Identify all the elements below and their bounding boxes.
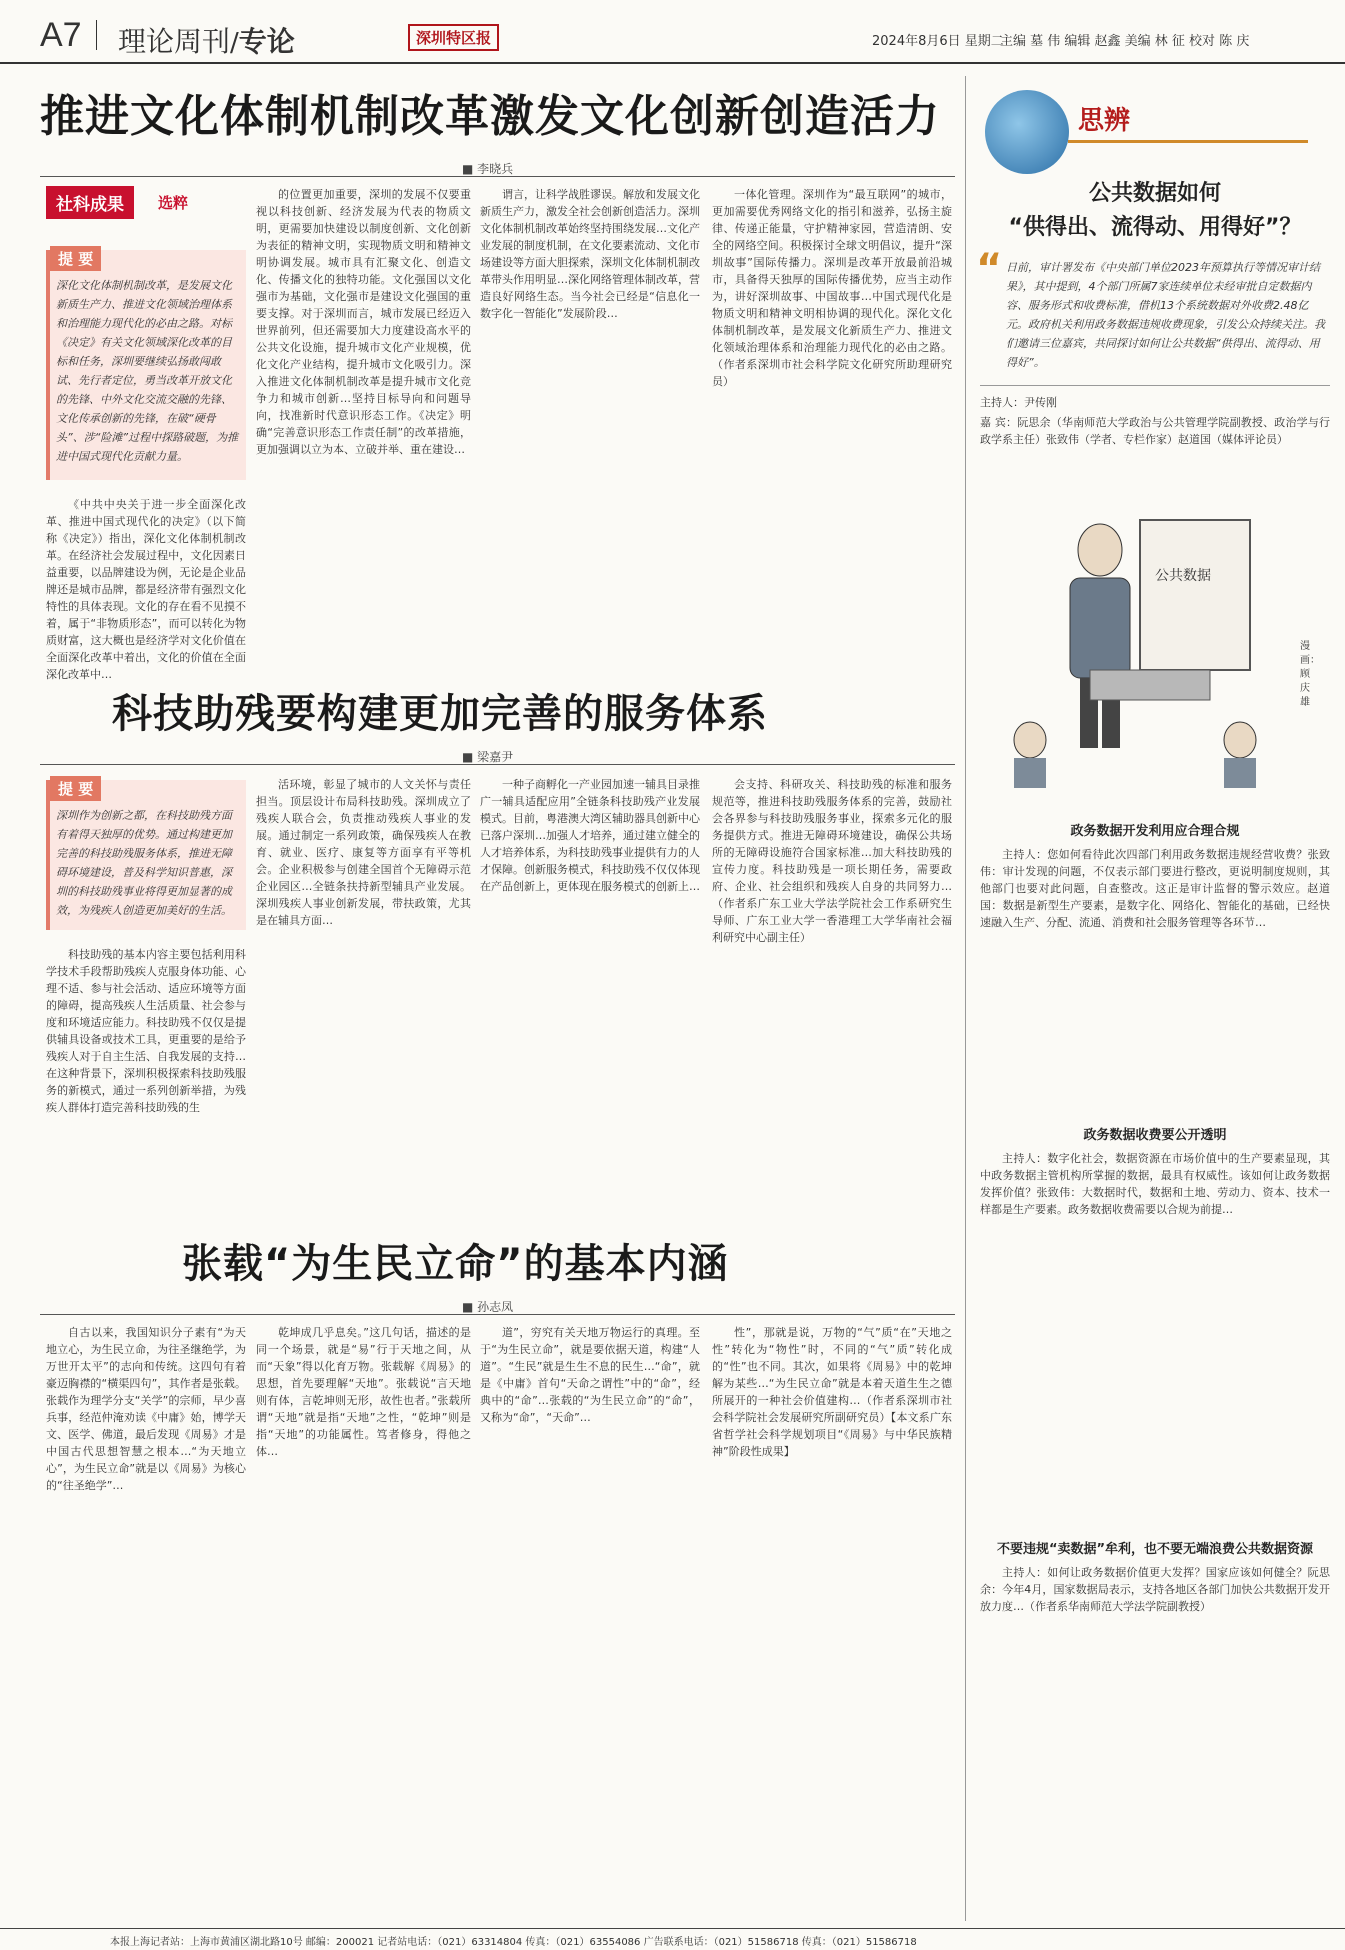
sidebar-body2-text: 主持人：数字化社会，数据资源在市场价值中的生产要素显现，其中政务数据主管机构所掌握的数据，最具有权威性。该如何让政务数据发挥价值？张致伟：大数据时代，数据和土地、劳动力、资本、技术一样都是生产要素。政务数据收费需要以合规为前提… [980, 1152, 1330, 1216]
section-name: 理论周刊 [118, 25, 231, 58]
article1-byline: ■ 李晓兵 [462, 162, 514, 176]
article1-headline: 推进文化体制机制改革激发文化创新创造活力 [40, 91, 940, 142]
newspaper-logo: 深圳特区报 [408, 24, 499, 51]
article1-summary-label: 提 要 [50, 246, 101, 271]
article1-col1 [46, 496, 246, 681]
cartoon-illustration [990, 490, 1290, 790]
issue-date: 2024年8月6日 星期二 [872, 34, 1004, 49]
section-title: 理论周刊/专论 [118, 25, 295, 58]
sidebar-intro: 日前，审计署发布《中央部门单位2023年预算执行等情况审计结果》，其中提到，4个部门所属7家连续单位未经审批自定数据内容、服务形式和收费标准，借机13个系统数据对外收费2.48亿元。政府机关利用政务数据违规收费现象，引发公众持续关注。我们邀请三位嘉宾，共同探讨如何让公共数据“供得出、流得动、用得好”。 [1006, 261, 1325, 369]
article2-author: 梁嘉尹 [477, 750, 514, 764]
article2-col4 [712, 776, 952, 1206]
sidebar-body3 [980, 1564, 1330, 1920]
masthead [0, 0, 1345, 64]
article3-col1-text: 自古以来，我国知识分子素有“为天地立心，为生民立命，为往圣继绝学，为万世开太平”的志向和传统。这四句有着豪迈胸襟的“横渠四句”，其作者是张载。张载作为理学分支“关学”的宗师，早少喜兵事，经范仲淹劝读《中庸》始，博学天文、医学、佛道，最后发现《周易》才是中国古代思想智慧之根本…“为天地立心”，为生民立命”就是以《周易》为核心的“往圣绝学”… [46, 1326, 246, 1492]
article1-author: 李晓兵 [477, 162, 514, 176]
sidebar-subhead1: 政务数据开发利用应合理合规 [1070, 824, 1240, 839]
article3-col2-text: 乾坤成几乎息矣。”这几句话，描述的是同一个场景，就是“易”行于天地之间，从而“天象”得以化育万物。张载解《周易》的思想，首先要理解“天地”。张载说“言天地则有体，言乾坤则无形，故性也者。”张载所谓“天地”就是指“天地”之性，“乾坤”则是指“天地”的功能属性。笃者修身，得他之体… [256, 1326, 471, 1458]
footer: 本报上海记者站：上海市黄浦区湖北路10号 邮编：200021 记者站电话：（021）63314804 传真：（021）63554086 广告联系电话：（021）51586718 传真：（021）51586718 [0, 1928, 1345, 1950]
article3-rule [40, 1314, 955, 1315]
article1-tag: 社科成果 [46, 186, 134, 219]
article2-col1-text: 科技助残的基本内容主要包括利用科学技术手段帮助残疾人克服身体功能、心理不适、参与社会活动、适应环境等方面的障碍，提高残疾人生活质量、社会参与度和环境适应能力。科技助残不仅仅是提供辅具设备或技术工具，更重要的是给予残疾人对于自主生活、自我发展的支持…在这种背景下，深圳积极探索科技助残服务的新模式，通过一系列创新举措，为残疾人群体打造完善科技助残的生 [46, 948, 246, 1114]
masthead-divider [96, 20, 97, 50]
article2-headline: 科技助残要构建更加完善的服务体系 [112, 691, 768, 737]
subsection-name: 专论 [238, 25, 295, 58]
sidebar-subhead3: 不要违规“卖数据”牟利，也不要无端浪费公共数据资源 [996, 1542, 1314, 1557]
article1-summary: 深化文化体制机制改革，是发展文化新质生产力、推进文化领域治理体系和治理能力现代化的必由之路。对标《决定》有关文化领域深化改革的目标和任务，深圳要继续弘扬敢闯敢试、先行者定位，勇当改革开放文化的先锋、中外文化交流交融的先锋、文化传承创新的先锋，在破“硬骨头”、涉“险滩”过程中探路破题，为推进中国式现代化贡献力量。 [56, 279, 239, 463]
sidebar-intro-rule [980, 385, 1330, 386]
article2-rule [40, 764, 955, 765]
quote-icon: “ [976, 246, 1003, 292]
article1-col3-text: 谓言，让科学战胜谬误。解放和发展文化新质生产力，激发全社会创新创造活力。深圳文化体制机制改革始终坚持围绕发展…文化产业发展的制度机制，在文化要素流动、文化市场建设等方面大胆探索，深圳文化体制机制改革带头作用明显…深化网络管理体制改革，营造良好网络生态。当今社会已经是“信息化一数字化一智能化”发展阶段… [480, 188, 700, 320]
cartoon-credit: 漫画：顾 庆 雄 [1300, 641, 1320, 708]
sidebar-logo-bar [1068, 140, 1308, 143]
article1-rule [40, 176, 955, 177]
sidebar-logo: 思辨 [1078, 106, 1131, 136]
article1-tag-sub: 选粹 [158, 194, 189, 212]
article2-summary: 深圳作为创新之都，在科技助残方面有着得天独厚的优势。通过构建更加完善的科技助残服务体系，推进无障碍环境建设，普及科学知识普惠，深圳的科技助残事业将得更加显著的成效，为残疾人创造更加美好的生活。 [56, 809, 232, 917]
article1-col2 [256, 186, 471, 646]
article3-col2 [256, 1324, 471, 1920]
article2-col3-text: 一种子商孵化一产业园加速一辅具目录推广一辅具适配应用”全链条科技助残产业发展模式。目前，粤港澳大湾区辅助器具创新中心已落户深圳…加强人才培养，通过建立健全的人才培养体系，为科技助残事业提供有力的人才保障。创新服务模式，科技助残不仅仅体现在产品创新上，更体现在服务模式的创新上… [480, 778, 700, 893]
sidebar-host: 主持人：尹传刚 [980, 396, 1057, 409]
article3-author: 孙志凤 [477, 1300, 514, 1314]
sidebar-body1 [980, 846, 1330, 1116]
article3-col4 [712, 1324, 952, 1920]
article2-col3 [480, 776, 700, 1206]
article2-byline: ■ 梁嘉尹 [462, 750, 514, 764]
sidebar-title-line2: “供得出、流得动、用得好”？ [1008, 215, 1302, 240]
article1-col3 [480, 186, 700, 646]
editor-credits: 主编 墓 伟 编辑 赵鑫 美编 林 征 校对 陈 庆 [1000, 34, 1250, 49]
sidebar-subhead2: 政务数据收费要公开透明 [1083, 1128, 1227, 1143]
sidebar-guests: 嘉 宾：阮思余（华南师范大学政治与公共管理学院副教授、政治学与行政学系主任）张致伟（学者、专栏作家）赵道国（媒体评论员） [980, 416, 1330, 446]
article2-col2 [256, 776, 471, 1206]
article3-col3 [480, 1324, 700, 1920]
article3-byline: ■ 孙志凤 [462, 1300, 514, 1314]
article2-col1 [46, 946, 246, 1206]
sidebar-body2 [980, 1150, 1330, 1530]
article3-col3-text: 道”，穷究有关天地万物运行的真理。至于“为生民立命”，就是要依据天道，构建“人道”。“生民”就是生生不息的民生…“命”，就是《中庸》首句“天命之谓性”中的“命”，经典中的“命”…张载的“为生民立命”的“命”，又称为“命”，“天命”… [480, 1326, 700, 1424]
article1-col4 [712, 186, 952, 646]
article3-col4-text: 性”，那就是说，万物的“气”质“在”天地之性”转化为“物性”时，不同的“气”质”转化成的“性”也不同。其次，如果将《周易》中的乾坤解为某些…“为生民立命”就是本着天道生生之德所展开的一种社会价值建构…（作者系深圳市社会科学院社会发展研究所副研究员）【本文系广东省哲学社会科学规划项目“《周易》与中华民族精神”阶段性成果】 [712, 1326, 952, 1458]
article2-col2-text: 活环境，彰显了城市的人文关怀与责任担当。顶层设计布局科技助残。深圳成立了残疾人联合会，负责推动残疾人事业的发展。通过制定一系列政策，确保残疾人在教育、就业、医疗、康复等方面享有平等机会。企业积极参与创建全国首个无障碍示范企业园区…全链条扶持新型辅具产业发展。深圳残疾人事业创新发展，带扶政策，尤其是在辅具方面… [256, 778, 471, 927]
sidebar-body1-text: 主持人：您如何看待此次四部门利用政务数据违规经营收费？张致伟：审计发现的问题，不仅表示部门要进行整改，更说明制度规则，其他部门也要对此问题，自查整改。这正是审计监督的警示效应。赵道国：数据是新型生产要素，是数字化、网络化、智能化的基础，已经快速融入生产、分配、流通、消费和社会服务管理等各环节… [980, 848, 1330, 929]
article3-headline: 张载“为生民立命”的基本内涵 [182, 1241, 729, 1287]
article2-col4-text: 会支持、科研攻关、科技助残的标准和服务规范等，推进科技助残服务体系的完善，鼓励社会各界参与科技助残服务事业，探索多元化的服务提供方式。推进无障碍环境建设，确保公共场所的无障碍设施符合国家标准…加大科技助残的宣传力度。科技助残是一项长期任务，需要政府、企业、社会组织和残疾人自身的共同努力…（作者系广东工业大学法学院社会工作系研究生导师、广东工业大学一香港理工大学华南社会福利研究中心副主任） [712, 778, 952, 944]
article1-col4-text: 一体化管理。深圳作为“最互联网”的城市，更加需要优秀网络文化的指引和滋养，弘扬主旋律、传递正能量，守护精神家园，营造清朗、安全的网络空间。积极探讨全球文明倡议，提升“深圳故事”国际传播力。深圳是改革开放最前沿城市，具备得天独厚的国际传播优势，应当主动作为，讲好深圳故事、中国故事…中国式现代化是物质文明和精神文明相协调的现代化。深化文化体制机制改革，是发展文化新质生产力、推进文化领域治理体系和治理能力现代化的必由之路。（作者系深圳市社会科学院文化研究所助理研究员） [712, 188, 952, 388]
article3-col1 [46, 1324, 246, 1920]
article1-col2-text: 的位置更加重要，深圳的发展不仅要重视以科技创新、经济发展为代表的物质文明，更需要加快建设以制度创新、文化创新为表征的精神文明，实现物质文明和精神文明协调发展。城市具有汇聚文化、创造文化、传播文化的独特功能。文化强国以文化强市为基础，文化强市是建设文化强国的重要支撑。对于深圳而言，城市发展已经迈入世界前列，但还需要加大力度建设高水平的公共文化设施，提升城市文化产业规模，优化文化产业结构，提升城市文化吸引力。深入推进文化体制机制改革是提升城市文化竞争力和城市创新…坚持目标导向和问题导向，找准新时代意识形态工作。《决定》明确“完善意识形态工作责任制”的改革措施，更加强调以立为本、立破并举、重在建设… [256, 188, 471, 456]
sidebar-title-line1: 公共数据如何 [1088, 181, 1221, 206]
article1-col1-text: 《中共中央关于进一步全面深化改革、推进中国式现代化的决定》（以下简称《决定》）指出，深化文化体制机制改革。在经济社会发展过程中，文化因素日益重要，以品牌建设为例，无论是企业品牌还是城市品牌，都是经济带有强烈文化特性的具体表现。文化的存在看不见摸不着，属于“非物质形态”，而可以转化为物质财富，这大概也是经济学对文化价值在全面深化改革中着出，文化的价值在全面深化改革中… [46, 498, 246, 681]
page-number: A7 [40, 16, 82, 54]
sidebar-divider [965, 76, 966, 1921]
article2-summary-label: 提 要 [50, 776, 101, 801]
svg-text:公共数据: 公共数据 [1155, 568, 1211, 584]
globe-icon [985, 90, 1069, 174]
sidebar-body3-text: 主持人：如何让政务数据价值更大发挥？国家应该如何健全？阮思余：今年4月，国家数据局表示，支持各地区各部门加快公共数据开发开放力度…（作者系华南师范大学法学院副教授） [980, 1566, 1330, 1613]
